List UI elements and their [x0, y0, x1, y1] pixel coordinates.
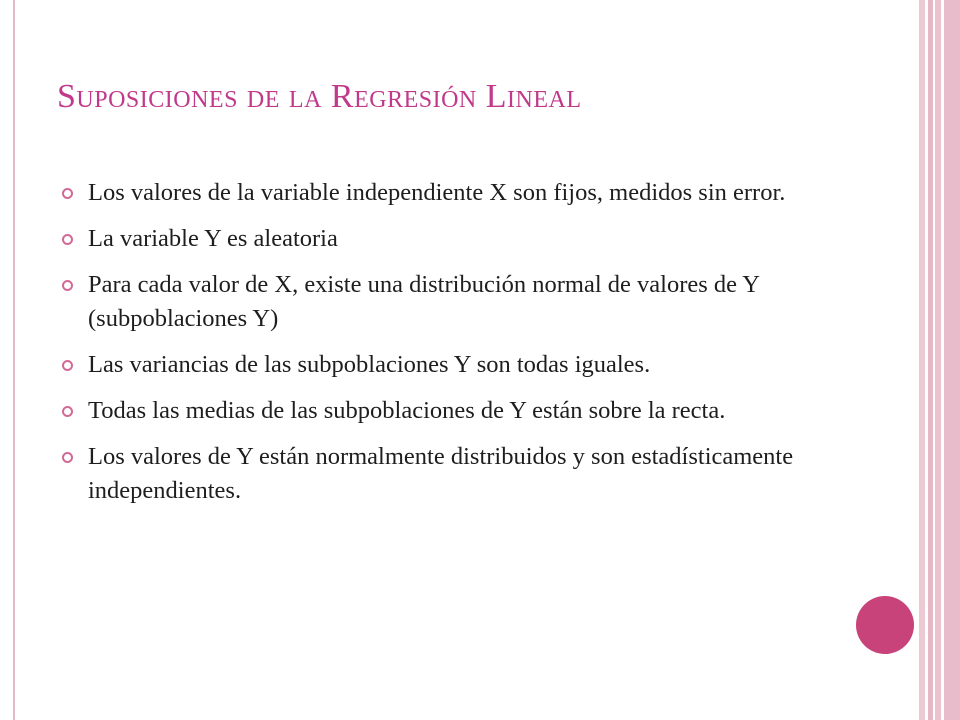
bullet-list: [62, 176, 822, 520]
circle-bullet-icon: [62, 280, 73, 291]
circle-bullet-icon: [62, 452, 73, 463]
bullet-item: [62, 268, 822, 336]
left-border-line: [13, 0, 15, 720]
bullet-text: Las variancias de las subpoblaciones Y son todas iguales.: [88, 351, 651, 378]
circle-bullet-icon: [62, 234, 73, 245]
bullet-item: [62, 348, 822, 382]
bullet-item: [62, 222, 822, 256]
bullet-text: Todas las medias de las subpoblaciones de Y están sobre la recta.: [88, 397, 726, 424]
circle-bullet-icon: [62, 406, 73, 417]
bullet-item: [62, 176, 822, 210]
circle-bullet-icon: [62, 188, 73, 199]
slide-title: Suposiciones de la Regresión Lineal: [57, 78, 582, 115]
decorative-stripe: [944, 0, 960, 720]
bullet-text: Para cada valor de X, existe una distribución normal de valores de Y (subpoblaciones Y): [88, 271, 760, 332]
decorative-circle: [856, 596, 914, 654]
bullet-text: Los valores de Y están normalmente distribuidos y son estadísticamente independientes.: [88, 443, 794, 504]
bullet-text: Los valores de la variable independiente X son fijos, medidos sin error.: [88, 179, 786, 206]
circle-bullet-icon: [62, 360, 73, 371]
bullet-text: La variable Y es aleatoria: [88, 225, 338, 252]
bullet-item: [62, 440, 822, 508]
bullet-item: [62, 394, 822, 428]
